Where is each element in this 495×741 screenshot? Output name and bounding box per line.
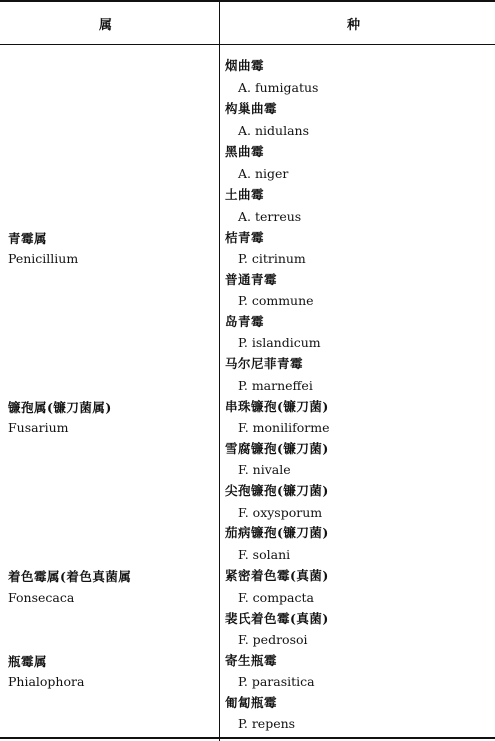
species-latin: F. moniliforme bbox=[238, 420, 330, 435]
species-latin: A. terreus bbox=[238, 209, 302, 224]
header-genus: 属 bbox=[99, 18, 113, 33]
species-latin: F. pedrosoi bbox=[238, 632, 308, 647]
species-latin: P. parasitica bbox=[238, 674, 315, 689]
species-latin: A. fumigatus bbox=[238, 80, 319, 95]
species-latin: P. commune bbox=[238, 293, 314, 308]
species-cn: 构巢曲霉 bbox=[225, 101, 278, 116]
species-cn: 紧密着色霉(真菌) bbox=[225, 568, 329, 583]
species-cn: 匍匐瓶霉 bbox=[225, 695, 278, 710]
species-cn: 土曲霉 bbox=[225, 187, 265, 202]
species-cn: 雪腐镰孢(镰刀菌) bbox=[225, 441, 329, 456]
header-species: 种 bbox=[347, 18, 361, 33]
species-cn: 普通青霉 bbox=[225, 272, 278, 287]
species-latin: P. marneffei bbox=[238, 378, 313, 393]
species-latin: P. citrinum bbox=[238, 251, 306, 266]
column-divider bbox=[219, 2, 220, 741]
species-cn: 烟曲霉 bbox=[225, 58, 265, 73]
species-latin: F. solani bbox=[238, 547, 291, 562]
species-latin: A. nidulans bbox=[238, 123, 309, 138]
table-header bbox=[0, 2, 495, 45]
genus-latin: Fusarium bbox=[8, 420, 69, 435]
species-latin: P. islandicum bbox=[238, 335, 321, 350]
species-cn: 裴氏着色霉(真菌) bbox=[225, 611, 329, 626]
species-cn: 寄生瓶霉 bbox=[225, 653, 278, 668]
species-cn: 黑曲霉 bbox=[225, 144, 265, 159]
genus-latin: Phialophora bbox=[8, 674, 85, 689]
species-latin: A. niger bbox=[238, 166, 289, 181]
species-cn: 马尔尼菲青霉 bbox=[225, 356, 304, 371]
genus-cn: 青霉属 bbox=[8, 231, 48, 246]
species-cn: 茄病镰孢(镰刀菌) bbox=[225, 525, 329, 540]
species-latin: F. nivale bbox=[238, 462, 291, 477]
species-cn: 串珠镰孢(镰刀菌) bbox=[225, 399, 329, 414]
genus-cn: 瓶霉属 bbox=[8, 654, 48, 669]
genus-cn: 着色霉属(着色真菌属 bbox=[8, 569, 132, 584]
species-cn: 尖孢镰孢(镰刀菌) bbox=[225, 483, 329, 498]
species-cn: 桔青霉 bbox=[225, 230, 265, 245]
genus-latin: Penicillium bbox=[8, 251, 79, 266]
species-latin: P. repens bbox=[238, 716, 296, 731]
species-cn: 岛青霉 bbox=[225, 314, 265, 329]
species-latin: F. oxysporum bbox=[238, 505, 323, 520]
genus-cn: 镰孢属(镰刀菌属) bbox=[8, 400, 112, 415]
genus-latin: Fonsecaca bbox=[8, 590, 75, 605]
species-latin: F. compacta bbox=[238, 590, 314, 605]
